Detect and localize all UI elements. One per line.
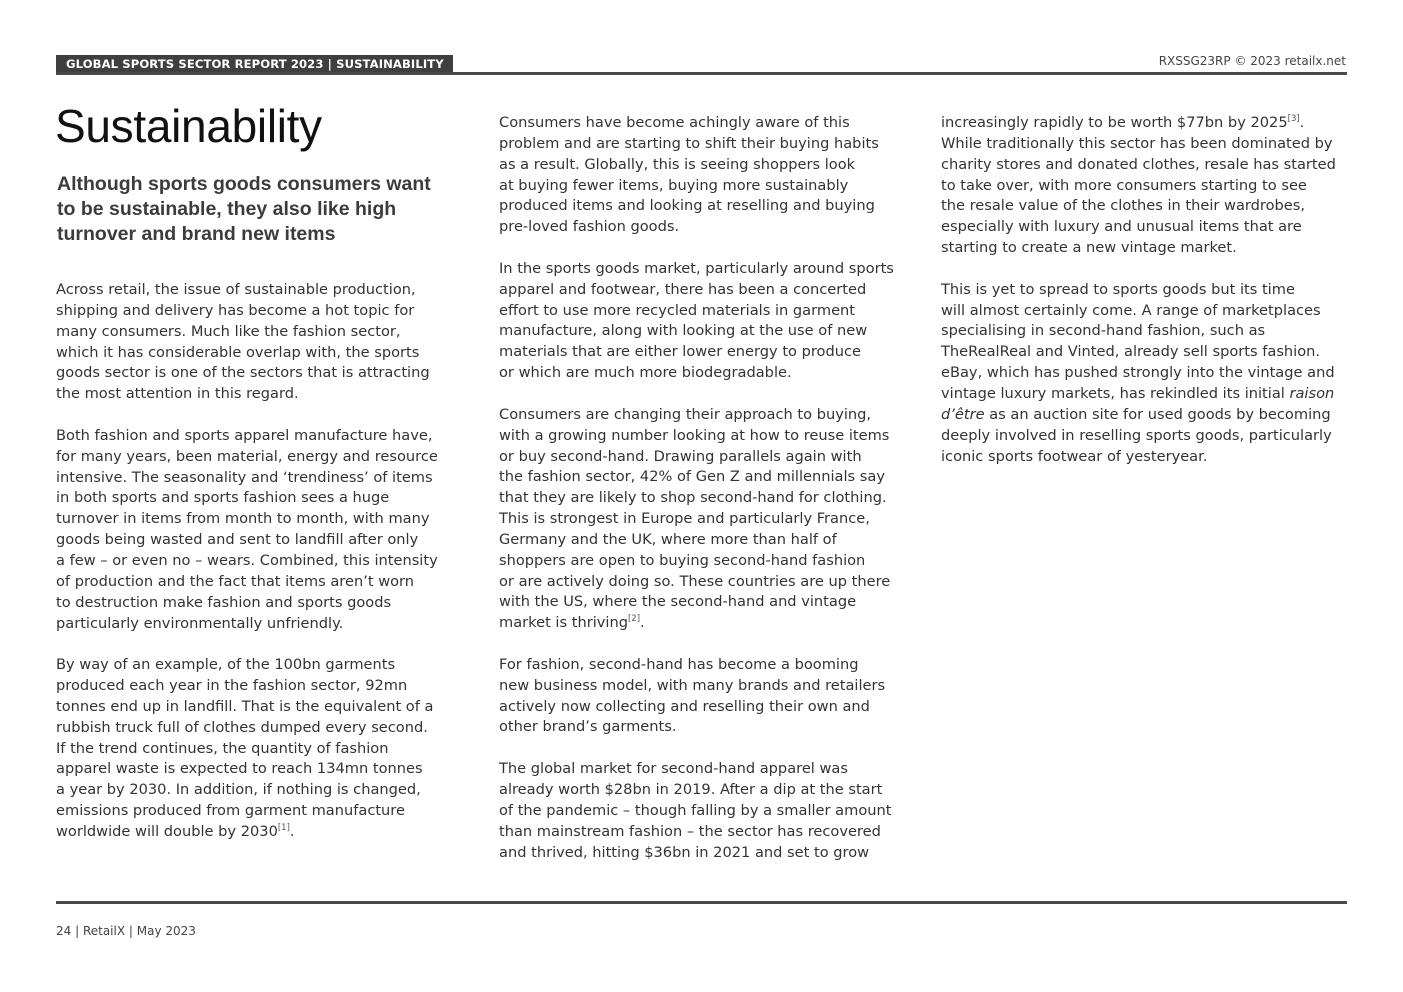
paragraph-line: to take over, with more consumers starting to see [941,176,1307,194]
paragraph-line: For fashion, second-hand has become a booming [499,655,859,673]
paragraph-line: with the US, where the second-hand and vintage [499,593,857,611]
paragraph [56,280,456,405]
paragraph-line: manufacture, along with looking at the use of new [499,322,868,340]
paragraph-line: the fashion sector, 42% of Gen Z and millennials say [499,468,885,486]
paragraph-line: or which are much more biodegradable. [499,364,792,382]
paragraph-line: actively now collecting and reselling their own and [499,697,870,715]
paragraph-line: produced items and looking at reselling and buying [499,197,875,215]
paragraph-line: to destruction make fashion and sports goods [56,593,392,611]
paragraph-line: as a result. Globally, this is seeing shoppers look [499,155,856,173]
paragraph [56,655,456,843]
paragraph-line: market is thriving[2]. [499,614,645,632]
paragraph-line: or are actively doing so. These countries are up there [499,572,891,590]
paragraph-line: turnover in items from month to month, with many [56,510,430,528]
paragraph-line: that they are likely to shop second-hand for clothing. [499,489,887,507]
paragraph-line: at buying fewer items, buying more sustainably [499,176,849,194]
paragraph-line: a year by 2030. In addition, if nothing is changed, [56,781,421,799]
footnote-reference[interactable]: [2] [627,614,641,625]
paragraph-line: will almost certainly come. A range of marketplaces [941,301,1321,319]
paragraph-line: or buy second-hand. Drawing parallels again with [499,447,862,465]
paragraph-line: While traditionally this sector has been dominated by [941,134,1333,152]
paragraph-line: apparel waste is expected to reach 134mn tonnes [56,760,423,778]
paragraph-line: of the pandemic – though falling by a smaller amount [499,801,892,819]
paragraph [499,259,909,384]
text-column-1 [56,280,456,864]
paragraph-line: iconic sports footwear of yesteryear. [941,447,1208,465]
paragraph-line: intensive. The seasonality and ‘trendiness’ of items [56,468,433,486]
paragraph-line: and thrived, hitting $36bn in 2021 and set to grow [499,843,870,861]
paragraph-line: which it has considerable overlap with, the sports [56,343,420,361]
paragraph-line: worldwide will double by 2030[1]. [56,822,295,840]
paragraph [499,405,909,634]
page-subtitle: Although sports goods consumers want to be sustainable, they also like high turnover and brand new items [57,173,431,245]
paragraph-line: with a growing number looking at how to reuse items [499,426,890,444]
paragraph-line: Consumers are changing their approach to buying, [499,405,872,423]
paragraph-line: of production and the fact that items aren’t worn [56,572,415,590]
paragraph-line: goods being wasted and sent to landfill after only [56,531,419,549]
paragraph-line: Germany and the UK, where more than half of [499,530,837,548]
paragraph-line: increasingly rapidly to be worth $77bn by 2025[3]. [941,114,1305,131]
paragraph-line: apparel and footwear, there has been a concerted [499,280,867,298]
paragraph [941,280,1351,468]
paragraph-line: the most attention in this regard. [56,385,299,403]
footnote-reference[interactable]: [3] [1287,114,1300,124]
paragraph-line: Consumers have become achingly aware of this [499,114,850,131]
paragraph-line: new business model, with many brands and retailers [499,676,886,694]
paragraph-line: produced each year in the fashion sector, 92mn [56,677,408,695]
paragraph-line: rubbish truck full of clothes dumped every second. [56,718,428,736]
paragraph [56,426,456,634]
text-column-3 [941,113,1351,488]
paragraph-line: already worth $28bn in 2019. After a dip at the start [499,781,883,798]
paragraph-line: eBay, which has pushed strongly into the vintage and [941,364,1335,382]
paragraph-line: particularly environmentally unfriendly. [56,614,344,632]
paragraph-line: the resale value of the clothes in their wardrobes, [941,197,1306,215]
paragraph [499,113,909,238]
paragraph-line: TheRealReal and Vinted, already sell sports fashion. [941,343,1321,361]
footer-divider [56,901,1347,904]
report-code-copyright: RXSSG23RP © 2023 retailx.net [1158,54,1346,68]
page-footer: 24 | RetailX | May 2023 [56,924,196,938]
paragraph-line: The global market for second-hand apparel was [499,760,848,778]
paragraph-line: This is strongest in Europe and particularly France, [499,510,870,528]
paragraph-line: problem and are starting to shift their buying habits [499,134,879,152]
paragraph-line: In the sports goods market, particularly around sports [499,259,894,277]
paragraph-line: shipping and delivery has become a hot topic for [56,301,415,319]
paragraph-line: This is yet to spread to sports goods but its time [941,280,1295,298]
paragraph-line: tonnes end up in landfill. That is the equivalent of a [56,697,434,715]
paragraph [499,655,909,738]
paragraph-line: many consumers. Much like the fashion sector, [56,322,401,340]
paragraph-line: vintage luxury markets, has rekindled its initial raison [941,384,1335,402]
paragraph [941,113,1351,259]
paragraph-line: in both sports and sports fashion sees a huge [56,489,390,507]
text-column-2 [499,113,909,884]
paragraph-line: starting to create a new vintage market. [941,239,1237,257]
paragraph-line: pre-loved fashion goods. [499,218,680,236]
paragraph-line: deeply involved in reselling sports goods, particularly [941,426,1332,444]
report-section-label: GLOBAL SPORTS SECTOR REPORT 2023 | SUSTAINABILITY [56,55,453,74]
paragraph-line: emissions produced from garment manufacture [56,802,405,820]
paragraph-line: a few – or even no – wears. Combined, this intensity [56,551,438,569]
footnote-reference[interactable]: [1] [277,822,290,833]
paragraph-line: charity stores and donated clothes, resale has started [941,155,1336,173]
page-title: Sustainability [55,100,322,152]
paragraph-line: Both fashion and sports apparel manufacture have, [56,426,433,444]
paragraph-line: effort to use more recycled materials in garment [499,301,856,319]
paragraph-line: than mainstream fashion – the sector has recovered [499,822,881,840]
header-divider [56,72,1347,75]
paragraph-line: other brand’s garments. [499,718,677,736]
paragraph-line: shoppers are open to buying second-hand fashion [499,551,866,569]
paragraph-line: By way of an example, of the 100bn garments [56,656,396,674]
paragraph-line: materials that are either lower energy to produce [499,343,861,361]
paragraph-line: Across retail, the issue of sustainable production, [56,281,416,298]
paragraph-line: If the trend continues, the quantity of fashion [56,739,389,757]
paragraph-line: goods sector is one of the sectors that is attracting [56,364,430,382]
paragraph-line: especially with luxury and unusual items that are [941,218,1302,236]
paragraph-line: for many years, been material, energy and resource [56,447,438,465]
paragraph-line: d’être as an auction site for used goods by becoming [941,405,1331,423]
paragraph [499,759,909,863]
paragraph-line: specialising in second-hand fashion, such as [941,322,1266,340]
